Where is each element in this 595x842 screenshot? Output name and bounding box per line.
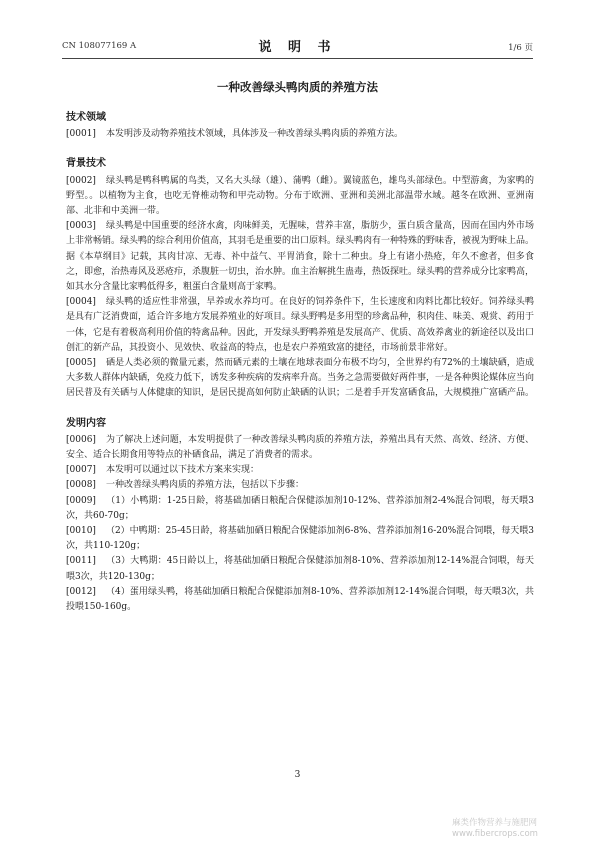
paragraph-text: 本发明涉及动物养殖技术领域，具体涉及一种改善绿头鸭肉质的养殖方法。 — [105, 129, 403, 140]
header-rule — [62, 58, 533, 59]
section-heading: 背景技术 — [66, 158, 106, 170]
document-title: 一种改善绿头鸭肉质的养殖方法 — [217, 80, 378, 94]
paragraph-number: [0010] — [66, 526, 96, 537]
paragraph-text: 绿头鸭是鸭科鸭属的鸟类，又名大头绿（雄）、蒲鸭（雌）。翼镜蓝色，雄鸟头部绿色。中型游禽，为家鸭的野型。。以植物为主食，也吃无脊椎动物和甲壳动物。分布于欧洲、亚洲和美洲北部温带水域。越冬在欧洲、亚洲南部、北非和中美洲一带。 — [66, 175, 534, 217]
paragraph-number: [0003] — [66, 221, 96, 232]
paragraph-text: 一种改善绿头鸭肉质的养殖方法，包括以下步骤： — [105, 480, 304, 491]
paragraph — [66, 524, 534, 554]
paragraph-text: （4）蛋用绿头鸭，将基础加硒日粮配合保健添加剂8-10%、营养添加剂12-14%混合饲喂，每天喂3次，共投喂150-160g。 — [66, 586, 534, 613]
paragraph-text: 绿头鸭的适应性非常强，旱养或水养均可。在良好的饲养条件下，生长速度和肉料比都比较好。饲养绿头鸭是具有广泛消费面，适合许多地方发展养殖业的好项目。绿头野鸭是多用型的珍禽品种，积肉佳、味美、观赏、药用于一体，它是有着极高利用价值的特禽品种。因此，开发绿头野鸭养殖是发展高产、优质、高效养禽业的新途径以及出口创汇的新产品，其投资小、见效快、收益高的特点，也是农户养殖致富的捷径，市场前景非常好。 — [66, 297, 535, 353]
paragraph-number: [0004] — [66, 297, 96, 308]
paragraph-text: 硒是人类必须的微量元素，然而硒元素的土壤在地球表面分布极不均匀，全世界约有72%的土壤缺硒，造成大多数人群体内缺硒，免疫力低下，诱发多种疾病的发病率升高。当务之急需要做好两件事，一是各种舆论媒体应当向居民普及有关硒与人体健康的知识，是居民提高如何防止缺硒的认识；二是着手开发富硒食品，大规模推广富硒产品。 — [66, 358, 535, 399]
paragraph-number: [0011] — [66, 556, 96, 567]
paragraph-number: [0012] — [66, 586, 96, 597]
page-header — [62, 36, 533, 56]
paragraph-number: [0002] — [66, 175, 96, 186]
document-body — [66, 108, 534, 615]
paragraph — [66, 554, 534, 584]
paragraph — [66, 356, 534, 402]
paragraph — [66, 219, 534, 295]
paragraph-number: [0005] — [66, 358, 96, 369]
paragraph — [66, 463, 534, 478]
paragraph — [66, 295, 534, 356]
patent-number: CN 108077169 A — [62, 41, 137, 51]
document-type-label: 说 明 书 — [258, 40, 337, 55]
page-number: 3 — [294, 770, 301, 780]
paragraph — [66, 478, 534, 493]
paragraph-text: 绿头鸭是中国重要的经济水禽，肉味鲜美，无腥味，营养丰富，脂肪少，蛋白质含量高，因而在国内外市场上非常畅销。绿头鸭的综合利用价值高，其羽毛是重要的出口原料。绿头鸭肉有一种特殊的野味香，被视为野味上品。据《本草纲目》记载，其肉甘凉、无毒、补中益气、平胃消食，除十二种虫。身上有诸小热疮，年久不愈者，但多食之，即愈，治热毒风及恶疮疖，杀腹脏一切虫，治水肿。血主治解挑生蛊毒，热饭探吐。绿头鸭的营养成分比家鸭高，如其水分含量比家鸭低得多，粗蛋白含量则高于家鸭。 — [66, 221, 535, 293]
paragraph — [66, 494, 534, 524]
paragraph-text: （2）中鸭期：25-45日龄，将基础加硒日粮配合保健添加剂6-8%、营养添加剂16-20%混合饲喂，每天喂3次，共110-120g； — [66, 526, 534, 552]
paragraph-number: [0009] — [66, 495, 96, 506]
watermark — [452, 818, 538, 840]
paragraph-text: （3）大鸭期：45日龄以上，将基础加硒日粮配合保健添加剂8-10%、营养添加剂12-14%混合饲喂，每天喂3次，共120-130g； — [66, 556, 534, 582]
paragraph-number: [0006] — [66, 434, 96, 445]
paragraph — [66, 433, 534, 463]
page-indicator: 1/6 页 — [508, 43, 533, 53]
paragraph-number: [0007] — [66, 465, 96, 476]
watermark-line-2: www.fibercrops.com — [452, 829, 538, 839]
section-heading: 发明内容 — [66, 417, 106, 429]
paragraph-text: 为了解决上述问题，本发明提供了一种改善绿头鸭肉质的养殖方法，养殖出具有天然、高效、经济、方便、安全、适合长期食用等特点的补硒食品，满足了消费者的需求。 — [66, 434, 534, 461]
paragraph — [66, 585, 534, 615]
paragraph — [66, 174, 534, 220]
paragraph-text: 本发明可以通过以下技术方案来实现： — [105, 465, 259, 476]
watermark-line-1: 麻类作物营养与施肥网 — [452, 818, 538, 828]
paragraph-text: （1）小鸭期：1-25日龄，将基础加硒日粮配合保健添加剂10-12%、营养添加剂2-4%混合饲喂，每天喂3次，共60-70g； — [66, 495, 534, 521]
paragraph — [66, 127, 534, 142]
section-heading: 技术领域 — [66, 112, 106, 123]
paragraph-number: [0001] — [66, 129, 96, 140]
paragraph-number: [0008] — [66, 480, 96, 491]
